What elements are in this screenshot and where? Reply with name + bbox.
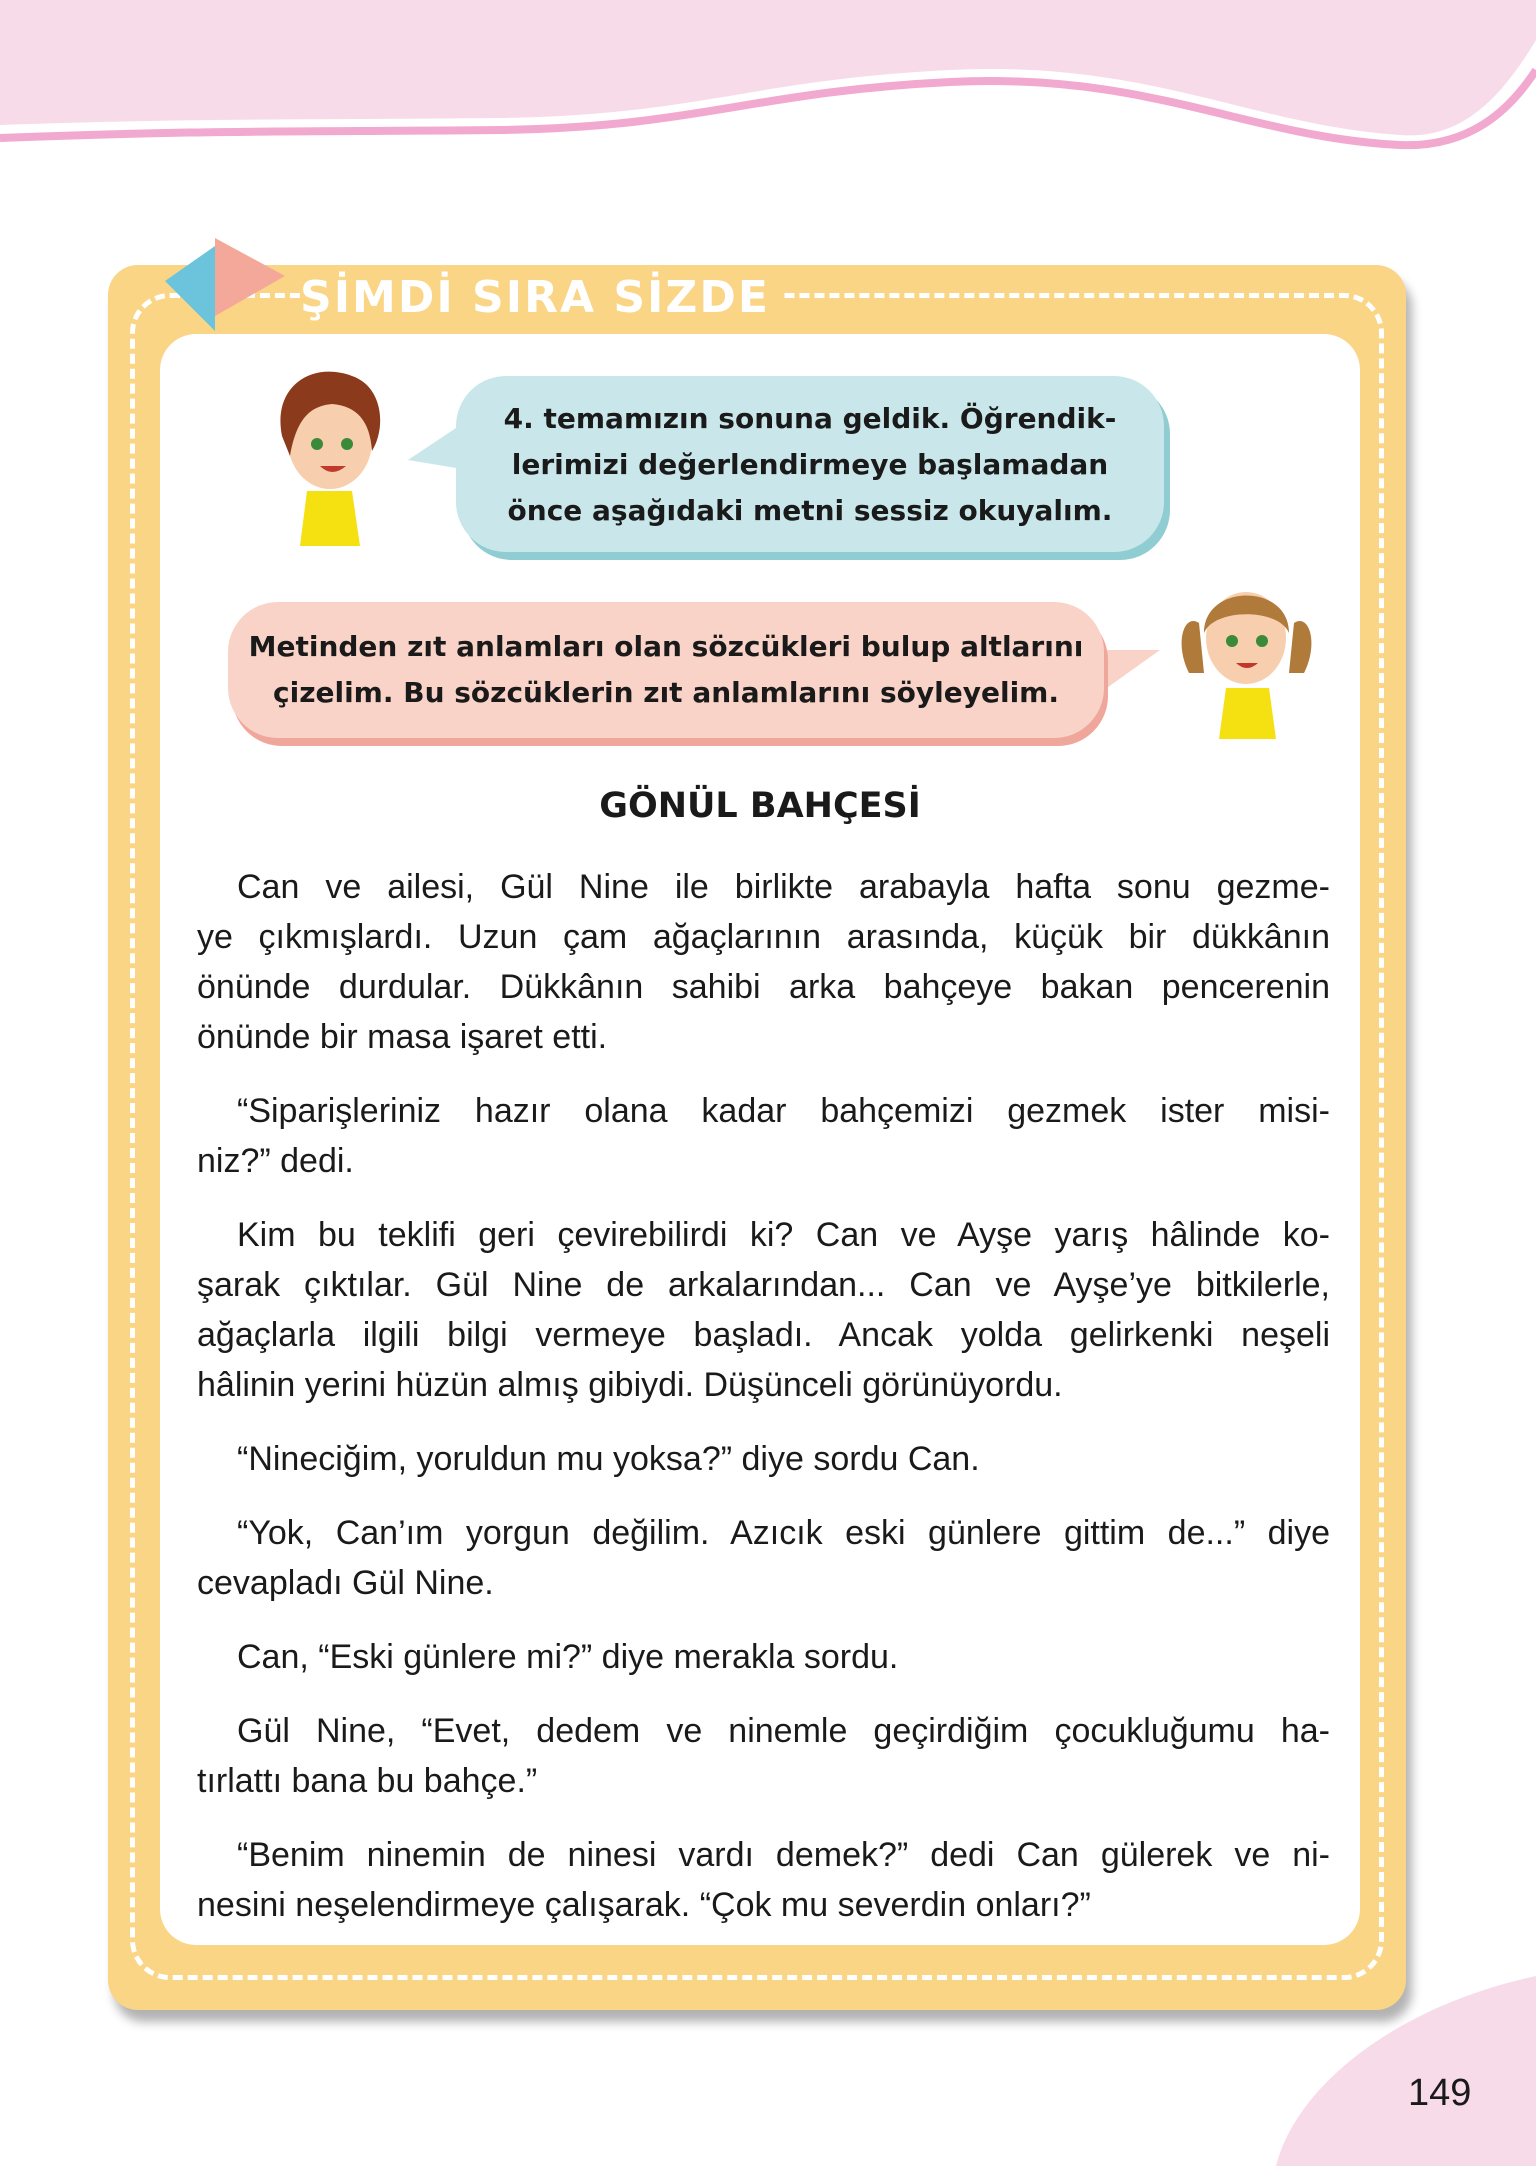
text-line: “Siparişleriniz hazır olana kadar bahçemizi gezmek ister misi- bbox=[237, 1092, 1330, 1130]
story-title: GÖNÜL BAHÇESİ bbox=[599, 786, 921, 826]
text-line: hâlinin yerini hüzün almış gibiydi. Düşünceli görünüyordu. bbox=[197, 1366, 1063, 1404]
story-paragraph bbox=[197, 1632, 1330, 1682]
text-line: tırlattı bana bu bahçe.” bbox=[197, 1762, 538, 1800]
text-line: Kim bu teklifi geri çevirebilirdi ki? Can ve Ayşe yarış hâlinde ko- bbox=[237, 1216, 1330, 1254]
boy-speech-bubble bbox=[456, 376, 1164, 552]
story-paragraph bbox=[197, 1434, 1330, 1484]
bubble-line: çizelim. Bu sözcüklerin zıt anlamlarını söyleyelim. bbox=[273, 676, 1059, 709]
play-arrow-icon bbox=[160, 236, 290, 336]
boy-character-illustration bbox=[262, 366, 394, 546]
bubble-line: lerimizi değerlendirmeye başlamadan bbox=[511, 448, 1109, 481]
section-title: ŞİMDİ SIRA SİZDE bbox=[300, 272, 784, 323]
text-line: Gül Nine, “Evet, dedem ve ninemle geçirdiğim çocukluğumu ha- bbox=[237, 1712, 1330, 1750]
text-line: cevapladı Gül Nine. bbox=[197, 1564, 494, 1602]
story-paragraph bbox=[197, 1086, 1330, 1186]
bubble-line: Metinden zıt anlamları olan sözcükleri bulup altlarını bbox=[248, 630, 1084, 663]
text-line: “Benim ninemin de ninesi vardı demek?” dedi Can gülerek ve ni- bbox=[237, 1836, 1330, 1874]
text-line: şarak çıktılar. Gül Nine de arkalarından... Can ve Ayşe’ye bitkilerle, bbox=[197, 1266, 1330, 1304]
text-line: önünde bir masa işaret etti. bbox=[197, 1018, 608, 1056]
top-wave-decoration bbox=[0, 0, 1536, 160]
girl-character-illustration bbox=[1174, 563, 1319, 739]
text-line: önünde durdular. Dükkânın sahibi arka bahçeye bakan pencerenin bbox=[197, 968, 1330, 1006]
text-line: nesini neşelendirmeye çalışarak. “Çok mu severdin onları?” bbox=[197, 1886, 1091, 1924]
bubble-line: önce aşağıdaki metni sessiz okuyalım. bbox=[507, 494, 1113, 527]
page-number: 149 bbox=[1408, 2072, 1472, 2114]
text-line: ağaçlarla ilgili bilgi vermeye başladı. Ancak yolda gelirkenki neşeli bbox=[197, 1316, 1330, 1354]
text-line: ye çıkmışlardı. Uzun çam ağaçlarının arasında, küçük bir dükkânın bbox=[197, 918, 1330, 956]
text-line: Can ve ailesi, Gül Nine ile birlikte arabayla hafta sonu gezme- bbox=[237, 868, 1330, 906]
girl-speech-bubble bbox=[228, 602, 1104, 738]
text-line: “Nineciğim, yoruldun mu yoksa?” diye sordu Can. bbox=[237, 1440, 980, 1478]
bubble-line: 4. temamızın sonuna geldik. Öğrendik- bbox=[503, 402, 1117, 435]
story-paragraph bbox=[197, 1830, 1330, 1930]
text-line: niz?” dedi. bbox=[197, 1142, 354, 1180]
story-text bbox=[197, 862, 1330, 1954]
text-line: “Yok, Can’ım yorgun değilim. Azıcık eski günlere gittim de...” diye bbox=[237, 1514, 1330, 1552]
story-paragraph bbox=[197, 1508, 1330, 1608]
story-paragraph bbox=[197, 1210, 1330, 1410]
text-line: Can, “Eski günlere mi?” diye merakla sordu. bbox=[237, 1638, 899, 1676]
story-paragraph bbox=[197, 1706, 1330, 1806]
story-paragraph bbox=[197, 862, 1330, 1062]
